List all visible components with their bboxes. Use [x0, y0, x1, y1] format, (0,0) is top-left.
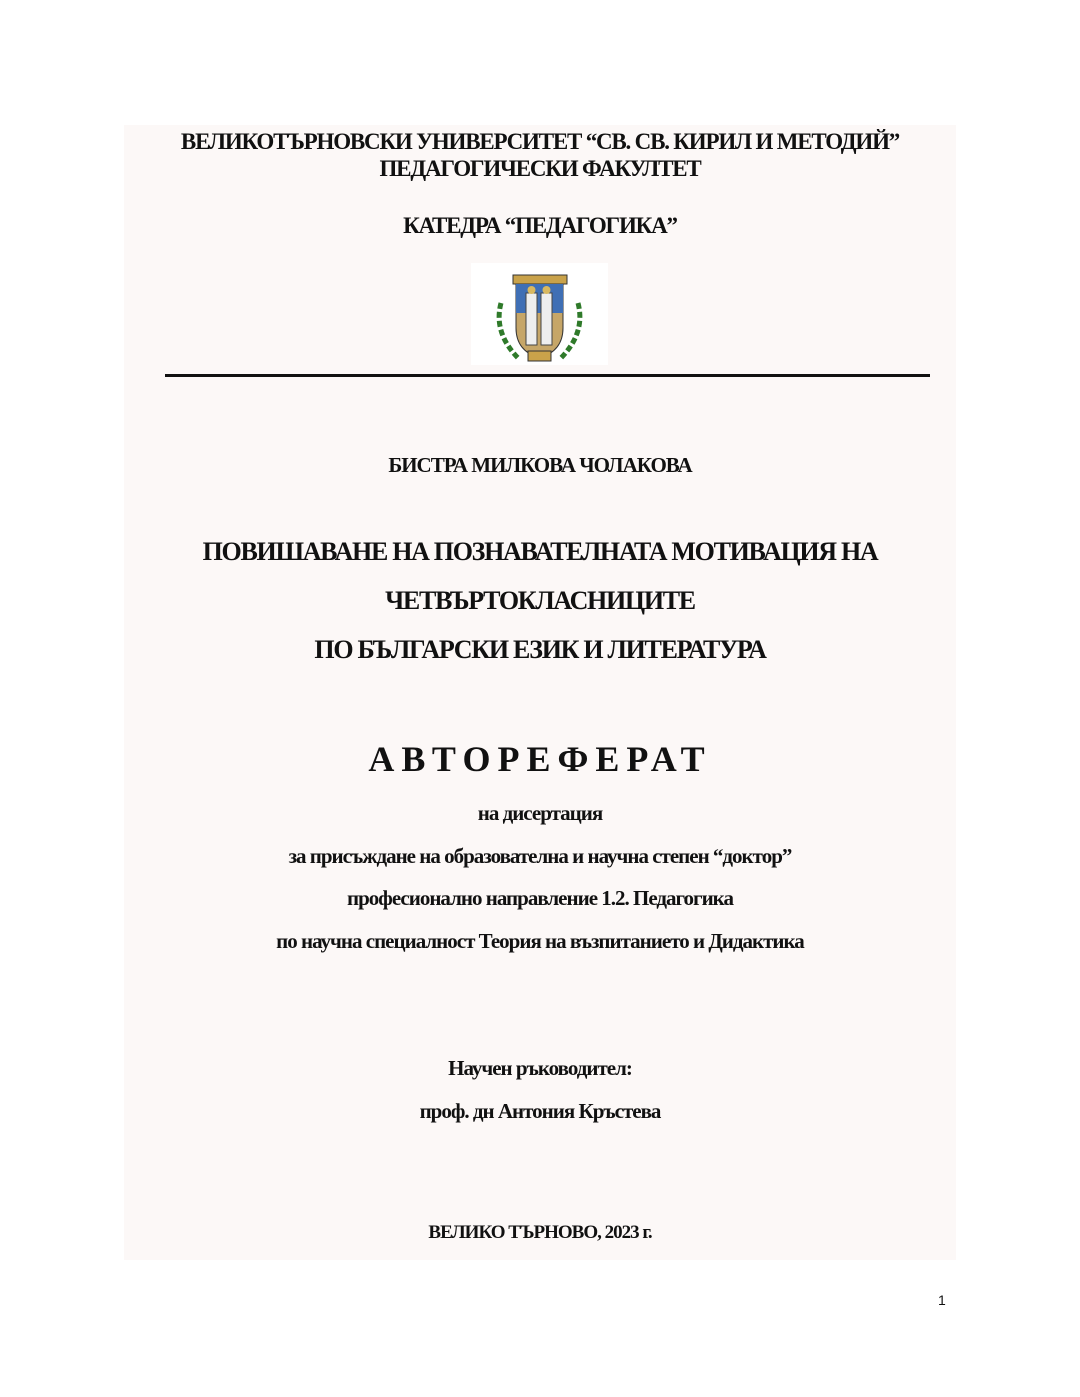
document-type: АВТОРЕФЕРАТ — [368, 739, 712, 779]
subtitle-line-2: за присъждане на образователна и научна степен “доктор” — [288, 844, 792, 868]
subtitle-line-1: на дисертация — [477, 801, 603, 825]
place-and-year: ВЕЛИКО ТЪРНОВО, 2023 г. — [428, 1222, 652, 1243]
subtitle-line-4: по научна специалност Теория на възпитанието и Дидактика — [276, 929, 804, 953]
subtitle-line-3: професионално направление 1.2. Педагогика — [347, 886, 733, 910]
dissertation-title-line-1: ПОВИШАВАНЕ НА ПОЗНАВАТЕЛНАТА МОТИВАЦИЯ НА — [202, 537, 878, 566]
page-number: 1 — [938, 1292, 946, 1308]
department-name: КАТЕДРА “ПЕДАГОГИКА” — [403, 213, 677, 238]
faculty-name: ПЕДАГОГИЧЕСКИ ФАКУЛТЕТ — [379, 156, 701, 181]
dissertation-title-line-3: ПО БЪЛГАРСКИ ЕЗИК И ЛИТЕРАТУРА — [314, 635, 766, 664]
author-name: БИСТРА МИЛКОВА ЧОЛАКОВА — [388, 453, 692, 477]
university-logo — [471, 263, 608, 365]
horizontal-divider — [165, 374, 930, 377]
university-name: ВЕЛИКОТЪРНОВСКИ УНИВЕРСИТЕТ “СВ. СВ. КИРИЛ И МЕТОДИЙ” — [180, 129, 900, 154]
supervisor-name: проф. дн Антония Кръстева — [419, 1099, 661, 1123]
supervisor-label: Научен ръководител: — [448, 1056, 632, 1080]
dissertation-title-line-2: ЧЕТВЪРТОКЛАСНИЦИТЕ — [385, 586, 695, 615]
